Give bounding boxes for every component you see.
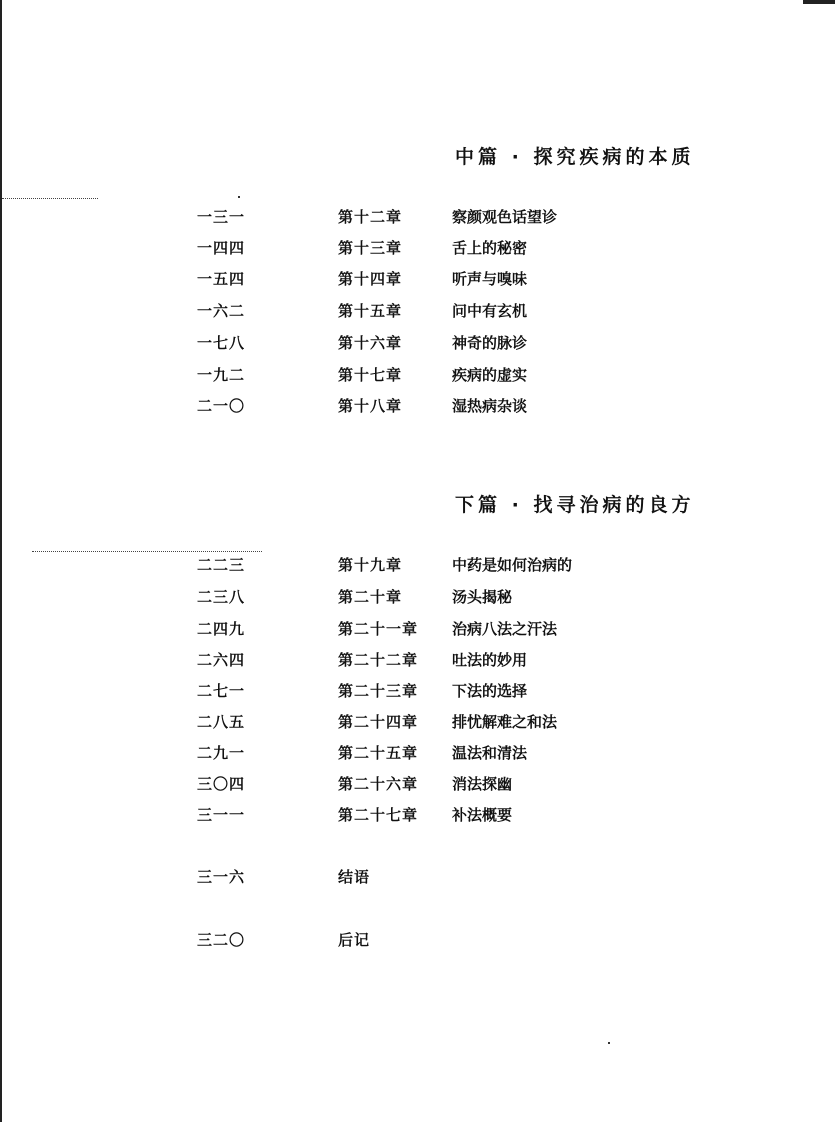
section-title-middle: 中篇 · 探究疾病的本质	[455, 146, 695, 168]
toc-entry[interactable]	[0, 680, 835, 710]
chapter-title: 排忧解难之和法	[452, 713, 558, 731]
page-number: 二二三	[197, 556, 246, 574]
toc-entry-afterword[interactable]	[0, 929, 835, 959]
page-number: 二六四	[197, 651, 246, 669]
toc-entry[interactable]	[0, 711, 835, 741]
page-number: 二四九	[197, 620, 246, 638]
toc-entry[interactable]	[0, 395, 835, 425]
chapter-number: 第二十二章	[338, 651, 419, 669]
toc-entry[interactable]	[0, 586, 835, 616]
chapter-number: 第二十四章	[338, 713, 419, 731]
toc-entry[interactable]	[0, 300, 835, 330]
chapter-title: 中药是如何治病的	[452, 556, 573, 574]
chapter-number: 第十九章	[338, 556, 403, 574]
chapter-number: 第二十六章	[338, 775, 419, 793]
toc-entry[interactable]	[0, 268, 835, 298]
page-number: 二一〇	[197, 397, 246, 415]
page-number: 二三八	[197, 588, 246, 606]
toc-entry[interactable]	[0, 649, 835, 679]
chapter-number: 第十三章	[338, 239, 403, 257]
chapter-number: 第十六章	[338, 334, 403, 352]
page-number: 一三一	[197, 208, 246, 226]
chapter-number: 第十七章	[338, 366, 403, 384]
dotted-rule-top	[2, 198, 98, 199]
page-number: 三一六	[197, 868, 246, 886]
page-number: 二九一	[197, 744, 246, 762]
toc-entry[interactable]	[0, 773, 835, 803]
toc-entry[interactable]	[0, 332, 835, 362]
chapter-title: 下法的选择	[452, 682, 528, 700]
chapter-title: 问中有玄机	[452, 302, 528, 320]
chapter-number: 第二十五章	[338, 744, 419, 762]
chapter-title: 温法和清法	[452, 744, 528, 762]
chapter-number: 结语	[338, 868, 371, 886]
section-title-lower: 下篇 · 找寻治病的良方	[455, 494, 695, 516]
page-number: 三一一	[197, 806, 246, 824]
toc-entry[interactable]	[0, 554, 835, 584]
chapter-title: 补法概要	[452, 806, 513, 824]
chapter-title: 听声与嗅味	[452, 270, 528, 288]
chapter-title: 察颜观色话望诊	[452, 208, 558, 226]
scan-speck	[608, 1042, 610, 1044]
scan-edge-top	[803, 0, 835, 4]
toc-entry[interactable]	[0, 742, 835, 772]
page-number: 三〇四	[197, 775, 246, 793]
toc-entry[interactable]	[0, 618, 835, 648]
scan-speck	[238, 196, 240, 198]
chapter-number: 第十五章	[338, 302, 403, 320]
chapter-title: 神奇的脉诊	[452, 334, 528, 352]
chapter-number: 第十四章	[338, 270, 403, 288]
chapter-title: 疾病的虚实	[452, 366, 528, 384]
toc-entry[interactable]	[0, 237, 835, 267]
chapter-number: 后记	[338, 931, 371, 949]
page-number: 一五四	[197, 270, 246, 288]
chapter-title: 汤头揭秘	[452, 588, 513, 606]
chapter-title: 舌上的秘密	[452, 239, 528, 257]
chapter-title: 湿热病杂谈	[452, 397, 528, 415]
toc-entry[interactable]	[0, 804, 835, 834]
page-number: 一四四	[197, 239, 246, 257]
chapter-title: 消法探幽	[452, 775, 513, 793]
chapter-title: 吐法的妙用	[452, 651, 528, 669]
chapter-number: 第二十章	[338, 588, 403, 606]
page-number: 一六二	[197, 302, 246, 320]
chapter-number: 第二十一章	[338, 620, 419, 638]
page-number: 三二〇	[197, 931, 246, 949]
toc-entry[interactable]	[0, 364, 835, 394]
chapter-title: 治病八法之汗法	[452, 620, 558, 638]
page-number: 二八五	[197, 713, 246, 731]
chapter-number: 第二十七章	[338, 806, 419, 824]
page-number: 一九二	[197, 366, 246, 384]
page-number: 一七八	[197, 334, 246, 352]
page-number: 二七一	[197, 682, 246, 700]
toc-entry-epilogue[interactable]	[0, 866, 835, 896]
chapter-number: 第十八章	[338, 397, 403, 415]
toc-entry[interactable]	[0, 206, 835, 236]
dotted-rule-middle	[32, 551, 262, 552]
chapter-number: 第二十三章	[338, 682, 419, 700]
chapter-number: 第十二章	[338, 208, 403, 226]
